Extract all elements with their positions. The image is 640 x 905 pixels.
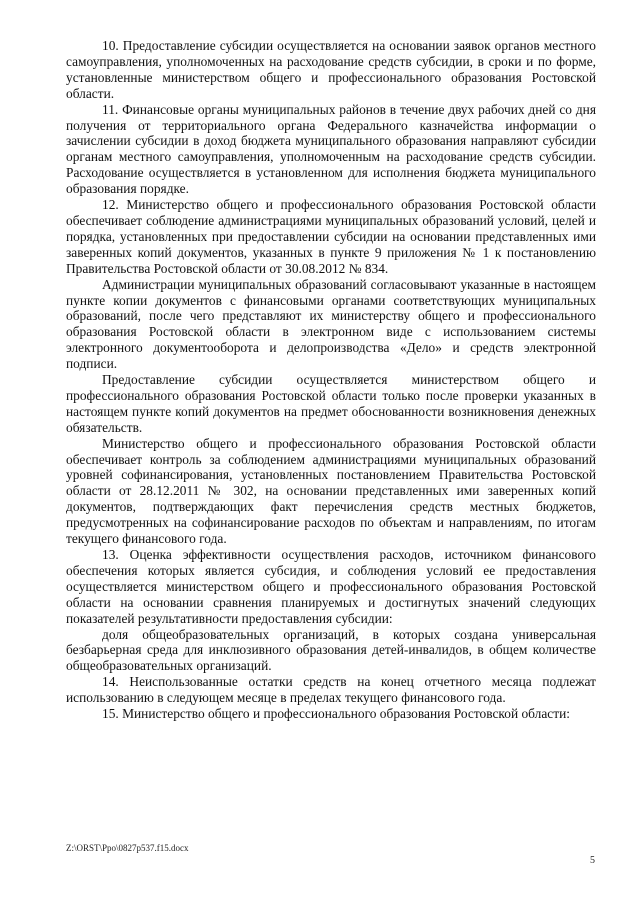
paragraph-12: 12. Министерство общего и профессионального образования Ростовской области обеспечивает соблюдение администрациями муниципальных образований условий, целей и порядка, установленных при предоставлении субсидии на основании представленных ими заверенных копий документов, указанных в пункте 9 приложения № 1 к постановлению Правительства Ростовской области от 30.08.2012 № 834.: [66, 197, 596, 276]
paragraph-12-control: Министерство общего и профессионального образования Ростовской области обеспечивает контроль за соблюдением администрациями муниципальных образований уровней софинансирования, установленных постановлением Правительства Ростовской области от 28.12.2011 № 302, на основании представленных ими заверенных копий документов, подтверждающих факт перечисления средств местных бюджетов, предусмотренных на софинансирование расходов по объектам и направлениям, по итогам текущего финансового года.: [66, 435, 596, 547]
paragraph-11: 11. Финансовые органы муниципальных районов в течение двух рабочих дней со дня получения от территориального органа Федерального казначейства информации о зачислении субсидии в доход бюджета муниципального образования направляют субсидии органам местного самоуправления, уполномоченным на расходование средств субсидии. Расходование осуществляется в установленном для исполнения бюджета муниципального образования порядке.: [66, 101, 596, 197]
footer-file-path: Z:\ORST\Ppo\0827p537.f15.docx: [66, 843, 189, 853]
paragraph-12-provision: Предоставление субсидии осуществляется министерством общего и профессионального образования Ростовской области только после проверки указанных в настоящем пункте копий документов на предмет обоснованности возникновения денежных обязательств.: [66, 372, 596, 435]
paragraph-12-approval: Администрации муниципальных образований согласовывают указанные в настоящем пункте копии документов с финансовыми органами соответствующих муниципальных образований, после чего представляют их министерству общего и профессионального образования Ростовской области в электронном виде с использованием системы электронного документооборота и делопроизводства «Дело» и средств электронной подписи.: [66, 276, 596, 372]
paragraph-13: 13. Оценка эффективности осуществления расходов, источником финансового обеспечения которых является субсидия, и соблюдения условий ее предоставления осуществляется министерством общего и профессионального образования Ростовской области на основании сравнения планируемых и достигнутых значений следующих показателей результативности предоставления субсидии:: [66, 547, 596, 626]
paragraph-10: 10. Предоставление субсидии осуществляется на основании заявок органов местного самоуправления, уполномоченных на расходование средств субсидии, в сроки и по форме, установленные министерством общего и профессионального образования Ростовской области.: [66, 38, 596, 101]
document-body: [66, 38, 596, 722]
page-number: 5: [590, 855, 595, 866]
paragraph-15: 15. Министерство общего и профессионального образования Ростовской области:: [102, 706, 570, 722]
paragraph-14: 14. Неиспользованные остатки средств на конец отчетного месяца подлежат использованию в следующем месяце в пределах текущего финансового года.: [66, 674, 596, 706]
paragraph-13-indicator: доля общеобразовательных организаций, в которых создана универсальная безбарьерная среда для инклюзивного образования детей-инвалидов, в общем количестве общеобразовательных организаций.: [66, 626, 596, 674]
